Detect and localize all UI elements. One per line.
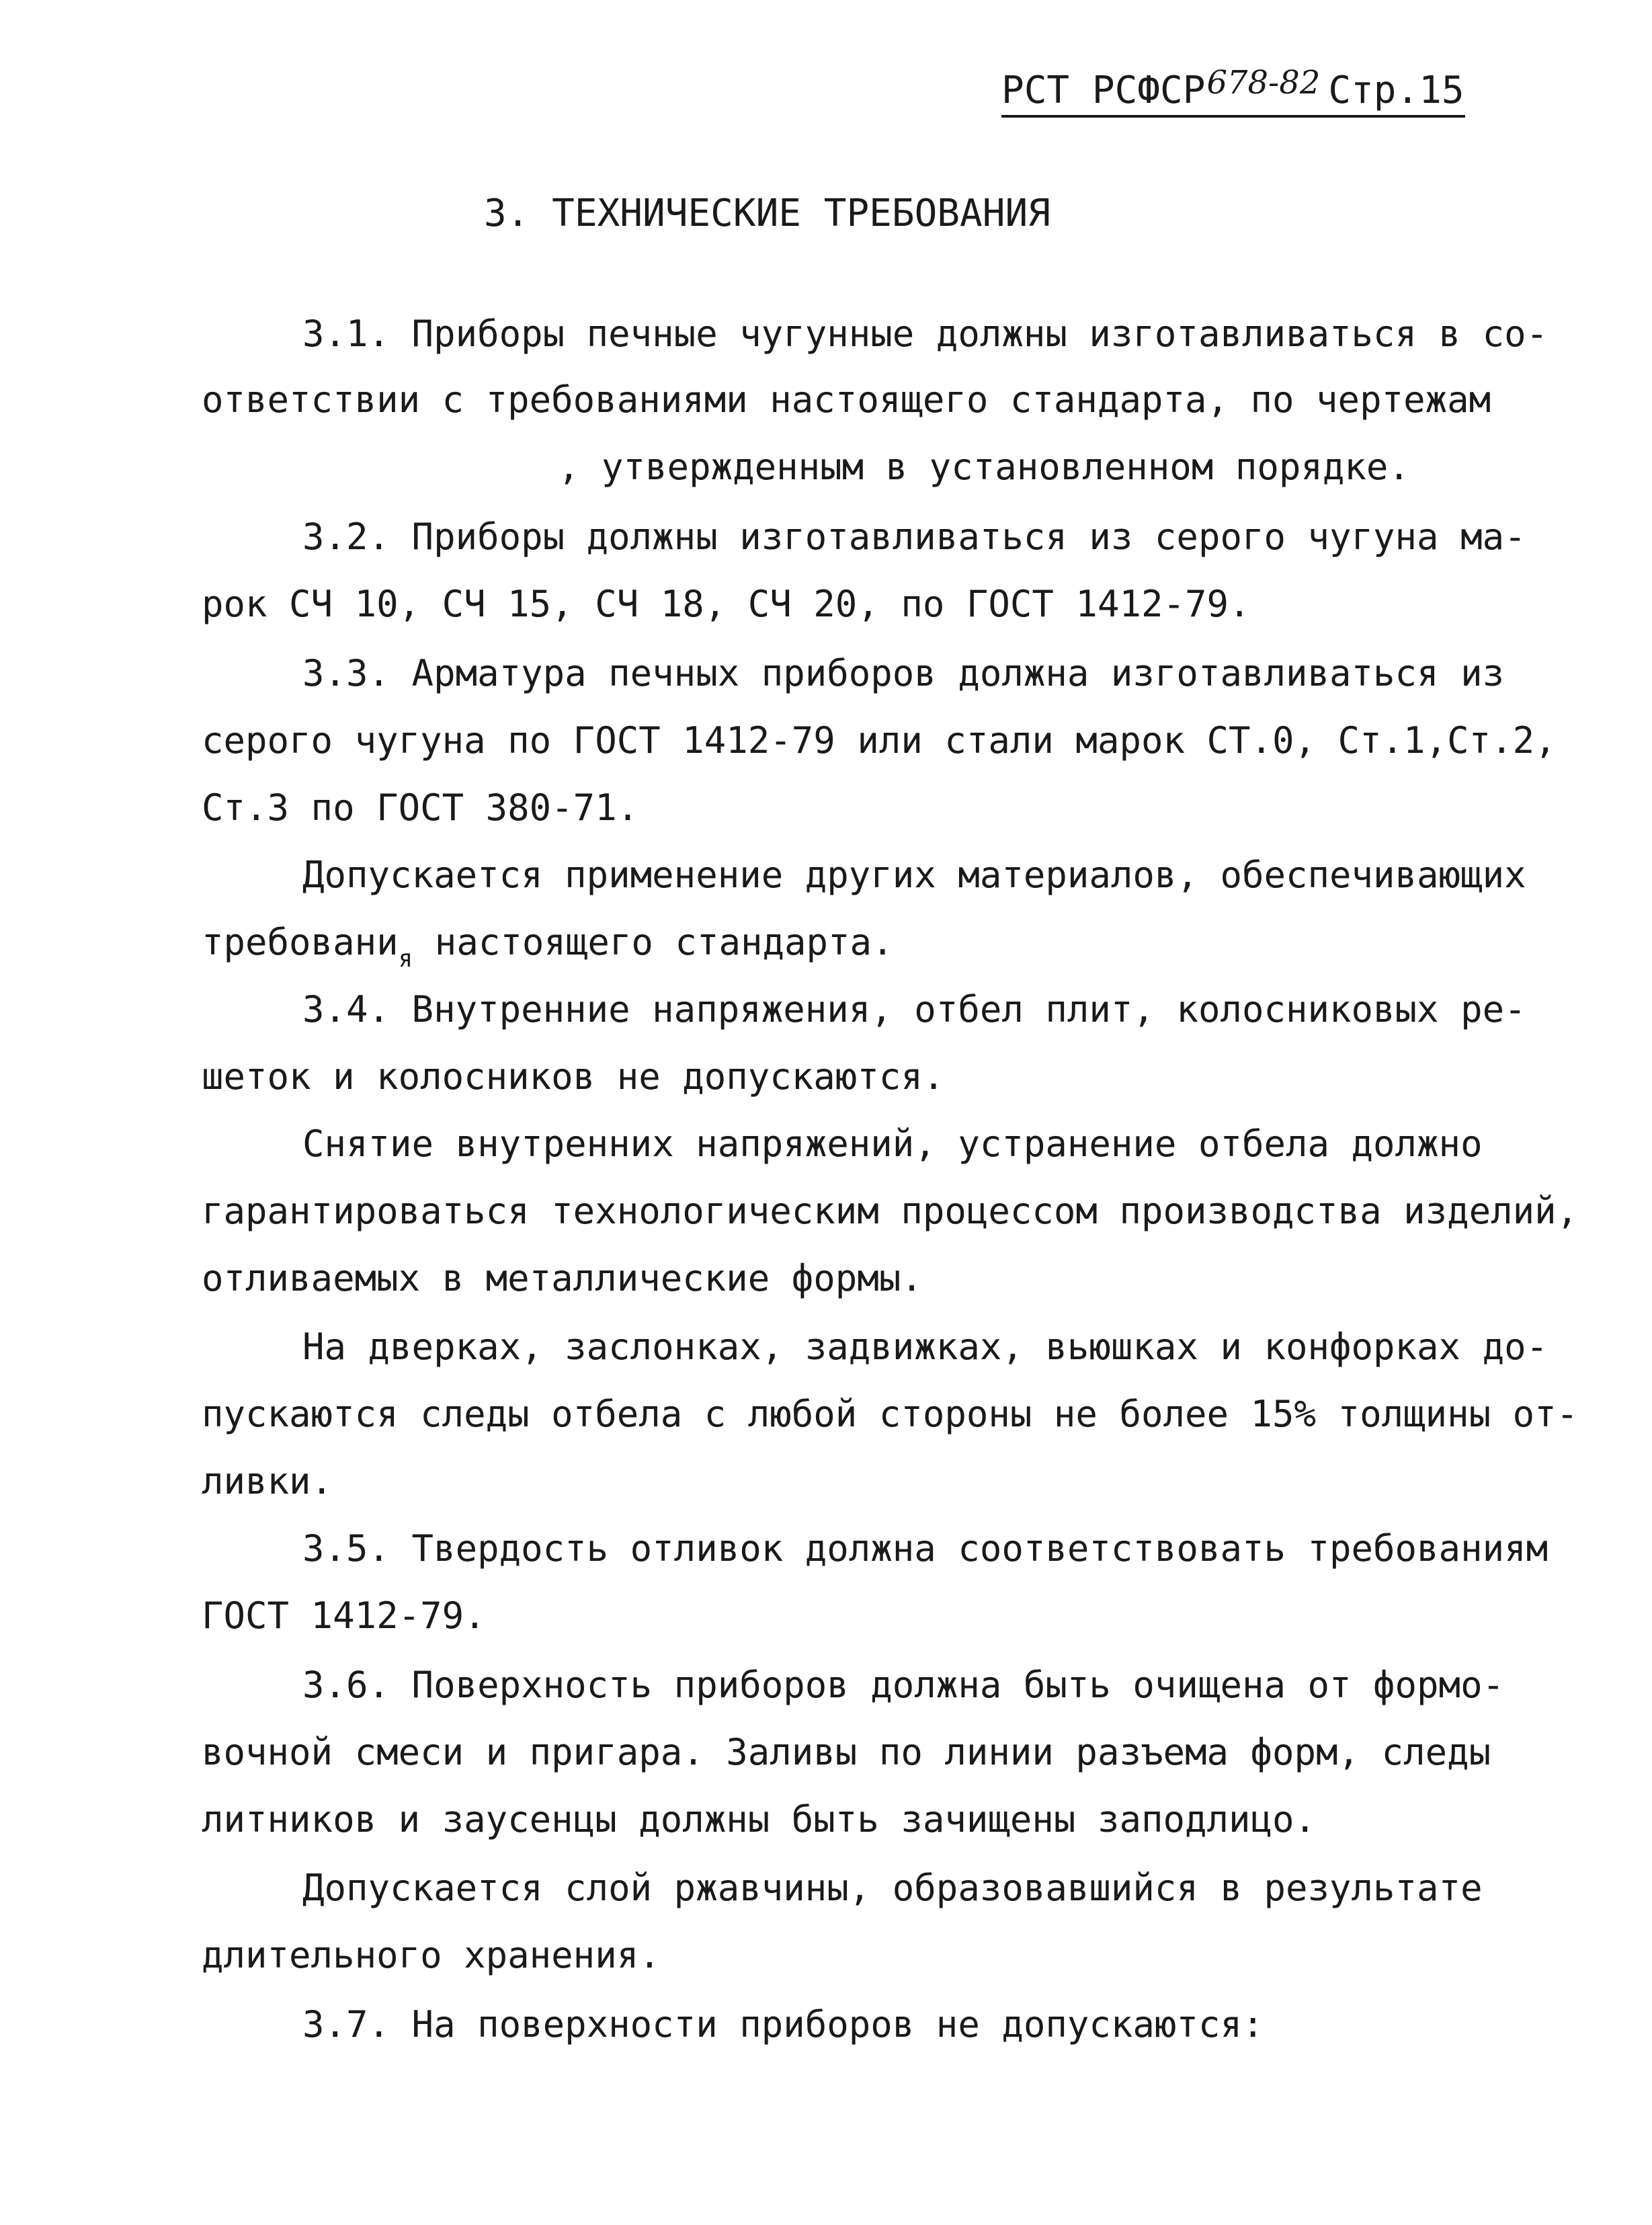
doc-number-handwritten: 678-82 bbox=[1206, 64, 1321, 102]
text-line bbox=[202, 921, 894, 973]
text-line: гарантироваться технологическим процессом производства изделий, bbox=[202, 1190, 1579, 1232]
text-line: пускаются следы отбела с любой стороны не более 15% толщины от- bbox=[202, 1393, 1579, 1435]
text-line: отливаемых в металлические формы. bbox=[202, 1257, 923, 1299]
text-fragment: требовани bbox=[202, 921, 399, 963]
text-line: Допускается применение других материалов, обеспечивающих bbox=[302, 854, 1526, 896]
text-line: 3.2. Приборы должны изготавливаться из серого чугуна ма- bbox=[302, 516, 1526, 558]
text-fragment: настоящего стандарта. bbox=[413, 921, 894, 963]
text-line: 3.4. Внутренние напряжения, отбел плит, колосниковых ре- bbox=[302, 988, 1526, 1030]
text-line: Ст.3 по ГОСТ 380-71. bbox=[202, 786, 639, 829]
text-line: ГОСТ 1412-79. bbox=[202, 1594, 486, 1637]
text-line: ответствии с требованиями настоящего стандарта, по чертежам bbox=[202, 378, 1491, 421]
text-line: Снятие внутренних напряжений, устранение отбела должно bbox=[302, 1123, 1483, 1165]
header-underline bbox=[1001, 115, 1465, 118]
text-line: рок СЧ 10, СЧ 15, СЧ 18, СЧ 20, по ГОСТ 1412-79. bbox=[202, 583, 1251, 625]
text-line: 3.1. Приборы печные чугунные должны изготавливаться в со- bbox=[302, 313, 1548, 355]
page-label: Стр.15 bbox=[1328, 69, 1464, 112]
text-line: вочной смеси и пригара. Заливы по линии разъема форм, следы bbox=[202, 1731, 1491, 1773]
text-line: 3.5. Твердость отливок должна соответствовать требованиям bbox=[302, 1527, 1548, 1570]
text-line: На дверках, заслонках, задвижках, вьюшках и конфорках до- bbox=[302, 1326, 1548, 1368]
text-line: ливки. bbox=[202, 1460, 333, 1502]
text-line: шеток и колосников не допускаются. bbox=[202, 1055, 945, 1098]
text-line: длительного хранения. bbox=[202, 1934, 661, 1976]
text-line: Допускается слой ржавчины, образовавшийся в результате bbox=[302, 1867, 1483, 1909]
text-line: литников и заусенцы должны быть зачищены заподлицо. bbox=[202, 1798, 1317, 1840]
page-header bbox=[1001, 64, 1465, 131]
text-fragment-subscript: я bbox=[398, 945, 413, 973]
text-line: 3.3. Арматура печных приборов должна изготавливаться из bbox=[302, 652, 1505, 694]
text-line: 3.7. На поверхности приборов не допускаются: bbox=[302, 2003, 1264, 2046]
doc-prefix: РСТ РСФСР bbox=[1001, 69, 1206, 112]
text-line: серого чугуна по ГОСТ 1412-79 или стали марок СТ.0, Ст.1,Ст.2, bbox=[202, 719, 1557, 762]
text-line: , утвержденным в установленном порядке. bbox=[558, 446, 1410, 488]
text-line: 3.6. Поверхность приборов должна быть очищена от формо- bbox=[302, 1664, 1505, 1706]
section-title: 3. ТЕХНИЧЕСКИЕ ТРЕБОВАНИЯ bbox=[484, 192, 1050, 235]
